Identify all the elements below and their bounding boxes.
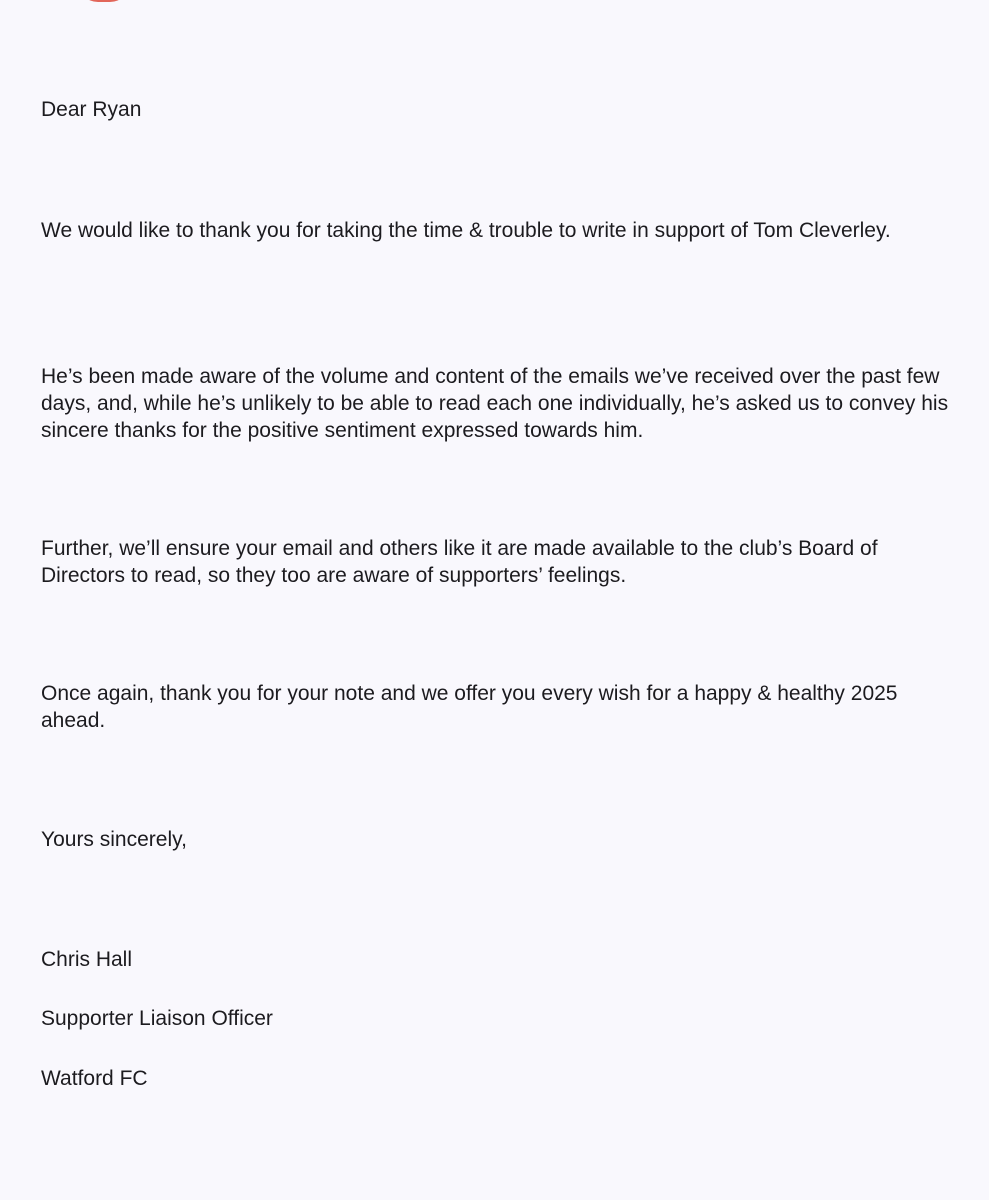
letter-paragraph-wishes: Once again, thank you for your note and we offer you every wish for a happy & healthy 2025 ahead. xyxy=(41,682,898,732)
signature-role: Supporter Liaison Officer xyxy=(41,1007,273,1030)
signature-club: Watford FC xyxy=(41,1067,148,1090)
letter-paragraph-board: Further, we’ll ensure your email and others like it are made available to the club’s Board of Directors to read, so they too are aware of supporters’ feelings. xyxy=(41,537,878,587)
signature-name: Chris Hall xyxy=(41,948,133,971)
letter-closing: Yours sincerely, xyxy=(41,828,187,851)
letter-paragraph-thanks: We would like to thank you for taking the time & trouble to write in support of Tom Cleverley. xyxy=(41,219,891,242)
sender-avatar[interactable] xyxy=(78,0,130,2)
letter-greeting: Dear Ryan xyxy=(41,98,142,121)
letter-paragraph-awareness: He’s been made aware of the volume and content of the emails we’ve received over the past few days, and, while he’s unlikely to be able to read each one individually, he’s asked us to convey his sincere thanks for the positive sentiment expressed towards him. xyxy=(41,365,949,442)
